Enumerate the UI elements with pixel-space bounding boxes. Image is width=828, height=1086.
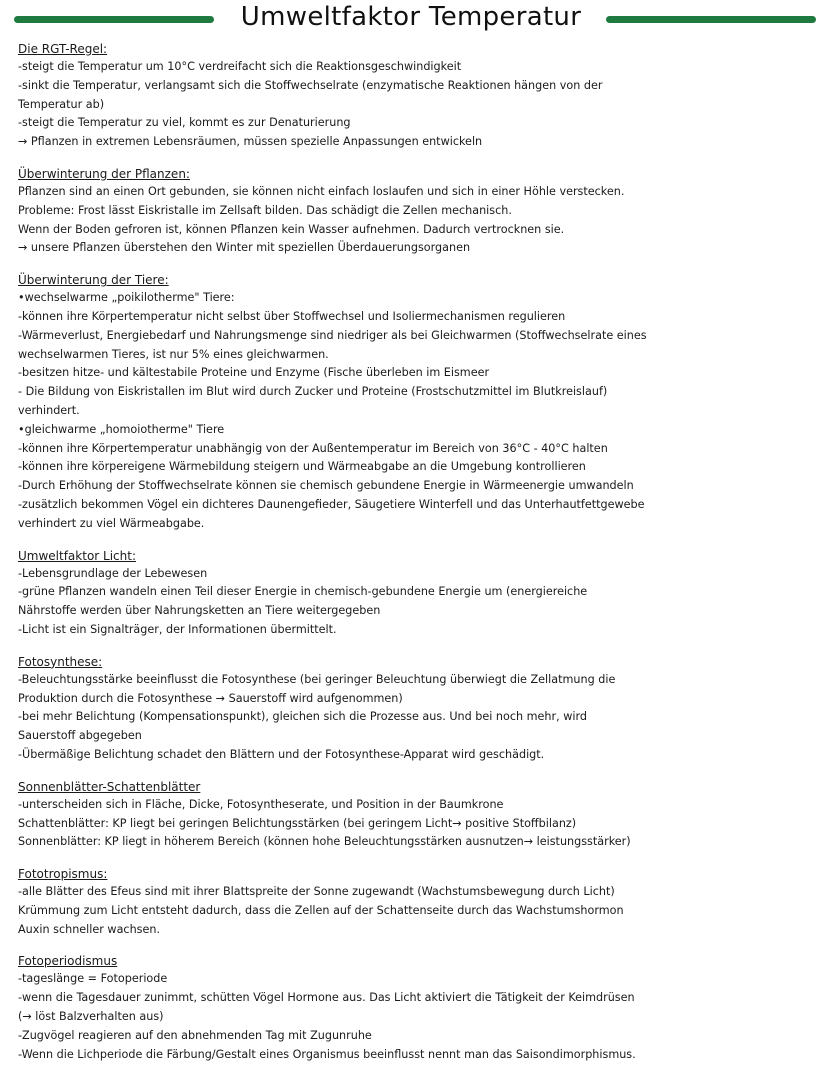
- section: [18, 778, 818, 852]
- note-line: -sinkt die Temperatur, verlangsamt sich die Stoffwechselrate (enzymatische Reaktionen hängen von der: [18, 78, 603, 92]
- section-gap: [18, 765, 818, 778]
- note-line: -steigt die Temperatur um 10°C verdreifacht sich die Reaktionsgeschwindigkeit: [18, 60, 462, 73]
- note-line: -können ihre körpereigene Wärmebildung steigern und Wärmeabgabe an die Umgebung kontrollieren: [18, 460, 586, 474]
- note-line: -grüne Pflanzen wandeln einen Teil dieser Energie in chemisch-gebundene Energie um (energiereiche: [18, 585, 588, 599]
- section-heading: Sonnenblätter-Schattenblätter: [18, 779, 201, 794]
- note-line: -Beleuchtungsstärke beeinflusst die Fotosynthese (bei geringer Beleuchtung überwiegt die Zellatmung die: [18, 672, 616, 686]
- note-line: verhindert zu viel Wärmeabgabe.: [18, 516, 205, 530]
- note-line: -tageslänge = Fotoperiode: [18, 972, 168, 986]
- section-heading: Überwinterung der Tiere:: [18, 273, 169, 288]
- note-line: -unterscheiden sich in Fläche, Dicke, Fotosyntheserate, und Position in der Baumkrone: [18, 797, 504, 811]
- note-line: Probleme: Frost lässt Eiskristalle im Zellsaft bilden. Das schädigt die Zellen mechanisch.: [18, 203, 512, 217]
- section: [18, 165, 818, 258]
- note-line: Temperatur ab): [18, 97, 105, 111]
- section-gap: [18, 640, 818, 653]
- section-heading: Fotosynthese:: [18, 654, 103, 669]
- section: [18, 547, 818, 640]
- section-heading: Umweltfaktor Licht:: [18, 548, 137, 563]
- note-line: -Zugvögel reagieren auf den abnehmenden Tag mit Zugunruhe: [18, 1028, 372, 1042]
- section-heading: Fotoperiodismus: [18, 954, 118, 969]
- title-bar-right: [606, 16, 816, 23]
- note-line: •gleichwarme „homoiotherme" Tiere: [18, 422, 225, 436]
- note-line: verhindert.: [18, 403, 80, 417]
- note-line: •wechselwarme „poikilotherme" Tiere:: [18, 291, 235, 305]
- note-line: Krümmung zum Licht entsteht dadurch, dass die Zellen auf der Schattenseite durch das Wachstumshormon: [18, 903, 624, 917]
- note-line: Sonnenblätter: KP liegt in höherem Bereich (können hohe Beleuchtungsstärken ausnutzen→ leistungsstärker): [18, 835, 631, 849]
- section-heading: Fototropismus:: [18, 867, 108, 882]
- note-line: Produktion durch die Fotosynthese → Sauerstoff wird aufgenommen): [18, 691, 403, 705]
- section: [18, 40, 818, 152]
- section: [18, 952, 818, 1064]
- section: [18, 865, 818, 939]
- note-line: -zusätzlich bekommen Vögel ein dichteres Daunengefieder, Säugetiere Winterfell und das Unterhautfettgewebe: [18, 497, 645, 511]
- section-gap: [18, 152, 818, 165]
- note-line: Sauerstoff abgegeben: [18, 729, 142, 743]
- section-gap: [18, 258, 818, 271]
- title-bar-left: [14, 16, 214, 23]
- note-line: Nährstoffe werden über Nahrungsketten an Tiere weitergegeben: [18, 604, 381, 618]
- note-line: -alle Blätter des Efeus sind mit ihrer Blattspreite der Sonne zugewandt (Wachstumsbewegung durch Licht): [18, 885, 615, 899]
- title-banner: [0, 4, 828, 36]
- note-line: -Durch Erhöhung der Stoffwechselrate können sie chemisch gebundene Energie in Wärmeenergie umwandeln: [18, 479, 634, 493]
- section-gap: [18, 534, 818, 547]
- note-line: wechselwarmen Tieres, ist nur 5% eines gleichwarmen.: [18, 347, 329, 361]
- note-line: Auxin schneller wachsen.: [18, 922, 161, 936]
- note-line: -bei mehr Belichtung (Kompensationspunkt), gleichen sich die Prozesse aus. Und bei noch mehr, wird: [18, 710, 587, 724]
- note-line: -Wärmeverlust, Energiebedarf und Nahrungsmenge sind niedriger als bei Gleichwarmen (Stoffwechselrate eines: [18, 328, 647, 342]
- note-line: -Lebensgrundlage der Lebewesen: [18, 566, 208, 580]
- note-line: -wenn die Tagesdauer zunimmt, schütten Vögel Hormone aus. Das Licht aktiviert die Tätigkeit der Keimdrüsen: [18, 991, 635, 1005]
- note-line: → unsere Pflanzen überstehen den Winter mit speziellen Überdauerungsorganen: [18, 241, 471, 255]
- note-line: -Wenn die Lichperiode die Färbung/Gestalt eines Organismus beeinflusst nennt man das Saisondimorphismus.: [18, 1047, 636, 1061]
- note-line: - Die Bildung von Eiskristallen im Blut wird durch Zucker und Proteine (Frostschutzmittel im Blutkreislauf): [18, 385, 608, 399]
- note-line: → Pflanzen in extremen Lebensräumen, müssen spezielle Anpassungen entwickeln: [18, 135, 483, 149]
- note-line: -besitzen hitze- und kältestabile Proteine und Enzyme (Fische überleben im Eismeer: [18, 366, 490, 380]
- section-heading: Die RGT-Regel:: [18, 42, 108, 56]
- page-title: Umweltfaktor Temperatur: [240, 2, 582, 32]
- section-heading: Überwinterung der Pflanzen:: [18, 166, 190, 181]
- note-line: (→ löst Balzverhalten aus): [18, 1010, 164, 1024]
- section: [18, 653, 818, 765]
- note-line: Pflanzen sind an einen Ort gebunden, sie können nicht einfach loslaufen und sich in einer Höhle verstecken.: [18, 184, 625, 198]
- note-line: Schattenblätter: KP liegt bei geringen Belichtungsstärken (bei geringem Licht→ positive Stoffbilanz): [18, 816, 577, 830]
- note-line: -Übermäßige Belichtung schadet den Blättern und der Fotosynthese-Apparat wird geschädigt.: [18, 747, 545, 761]
- note-line: -können ihre Körpertemperatur unabhängig von der Außentemperatur im Bereich von 36°C - 40°C halten: [18, 441, 608, 455]
- note-line: -steigt die Temperatur zu viel, kommt es zur Denaturierung: [18, 116, 351, 130]
- notes-content: [18, 40, 818, 1064]
- note-line: -können ihre Körpertemperatur nicht selbst über Stoffwechsel und Isoliermechanismen regulieren: [18, 309, 566, 323]
- section-gap: [18, 939, 818, 952]
- section: [18, 271, 818, 533]
- section-gap: [18, 852, 818, 865]
- note-line: Wenn der Boden gefroren ist, können Pflanzen kein Wasser aufnehmen. Dadurch vertrocknen sie.: [18, 222, 565, 236]
- note-line: -Licht ist ein Signalträger, der Informationen übermittelt.: [18, 622, 337, 636]
